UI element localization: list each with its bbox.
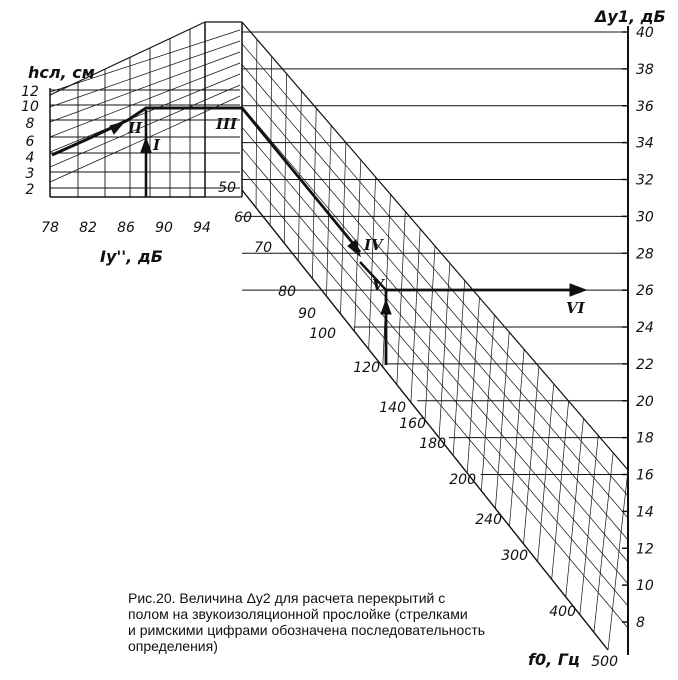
delta-tick-label: 18 — [636, 430, 654, 447]
delta-tick-label: 16 — [636, 467, 654, 484]
delta-axis-title: Δу1, дБ — [595, 7, 666, 26]
marker-v: V — [372, 276, 384, 294]
f-tick-label: 160 — [399, 416, 426, 432]
delta-tick-label: 12 — [636, 541, 654, 558]
f-tick-label: 50 — [218, 180, 236, 196]
f-tick-label: 140 — [379, 400, 406, 416]
f-tick-label: 80 — [278, 284, 296, 300]
f-grid-diag — [242, 148, 628, 606]
f-tick-label: 300 — [501, 548, 528, 564]
delta-tick-label: 36 — [636, 98, 654, 115]
h-tick-label: 12 — [21, 84, 39, 100]
arrow-ii — [110, 122, 124, 134]
f-grid-line — [566, 418, 584, 597]
i-tick-label: 78 — [41, 220, 59, 236]
i-axis-title: Iу'', дБ — [100, 247, 163, 266]
f-grid-line — [608, 470, 628, 650]
delta-tick-label: 32 — [636, 172, 654, 189]
f-grid-line — [481, 315, 494, 491]
left-grid-diag — [50, 30, 240, 92]
marker-vi: VI — [566, 299, 585, 317]
caption-line-4: определения) — [128, 638, 218, 654]
delta-tick-label: 34 — [636, 135, 654, 152]
i-tick-label: 94 — [193, 220, 211, 236]
grid-lines — [50, 22, 628, 655]
f-tick-label: 240 — [475, 512, 502, 528]
f-grid-line — [524, 367, 539, 544]
f-tick-label: 180 — [419, 436, 446, 452]
caption-line-2: полом на звукоизоляционной прослойке (стрелками — [128, 606, 468, 622]
f-grid-diag — [242, 169, 628, 628]
h-tick-label: 6 — [25, 134, 35, 150]
f-tick-label: 400 — [549, 604, 576, 620]
f-tick-label: 100 — [309, 326, 336, 342]
caption-line-1: Рис.20. Величина Δу2 для расчета перекрытий с — [128, 590, 446, 606]
arrow-vi — [570, 284, 586, 296]
f-grid-line — [538, 384, 554, 562]
f-tick-label: 70 — [254, 240, 272, 256]
h-tick-label: 10 — [21, 99, 39, 115]
delta-tick-label: 30 — [636, 209, 654, 226]
f-tick-label: 90 — [298, 306, 316, 322]
delta-tick-label: 10 — [636, 578, 654, 595]
f-grid-line — [594, 453, 613, 633]
h-tick-label: 3 — [25, 166, 35, 182]
h-axis-title: hсл, см — [28, 63, 95, 82]
f-tick-label: 120 — [353, 360, 380, 376]
marker-iv: IV — [364, 236, 383, 254]
h-tick-label: 2 — [25, 182, 35, 198]
delta-tick-label: 38 — [636, 61, 654, 78]
i-tick-label: 90 — [155, 220, 173, 236]
delta-tick-label: 40 — [636, 25, 654, 41]
delta-tick-label: 20 — [636, 393, 654, 410]
f-grid-diag — [242, 44, 628, 496]
delta-tick-label: 8 — [636, 615, 645, 631]
f-grid-line — [552, 401, 569, 579]
delta-tick-label: 26 — [636, 283, 654, 300]
figure-caption — [128, 590, 528, 654]
h-tick-label: 8 — [25, 116, 35, 132]
f-grid-line — [495, 332, 509, 508]
delta-tick-label: 24 — [636, 320, 654, 336]
i-tick-label: 86 — [117, 220, 135, 236]
f-grid-line — [425, 246, 435, 420]
marker-i: I — [153, 136, 161, 154]
marker-ii: II — [128, 119, 143, 137]
caption-line-3: и римскими цифрами обозначена последовательность — [128, 622, 486, 638]
f-grid-line — [467, 298, 479, 473]
delta-tick-label: 14 — [636, 504, 654, 521]
f-grid-line — [580, 436, 598, 615]
marker-iii: III — [216, 115, 238, 133]
f-tick-label: 200 — [449, 472, 476, 488]
f-tick-label: 500 — [591, 654, 618, 670]
f-axis-title: f0, Гц — [528, 650, 580, 669]
f-grid-diag — [242, 106, 628, 562]
i-tick-label: 82 — [79, 220, 97, 236]
f-grid-diag — [242, 127, 628, 584]
delta-tick-label: 22 — [636, 356, 654, 373]
delta-tick-label: 28 — [636, 246, 654, 263]
f-tick-label: 60 — [234, 210, 252, 226]
labels — [21, 7, 666, 670]
f-grid-line — [453, 280, 465, 455]
h-tick-label: 4 — [25, 150, 35, 166]
